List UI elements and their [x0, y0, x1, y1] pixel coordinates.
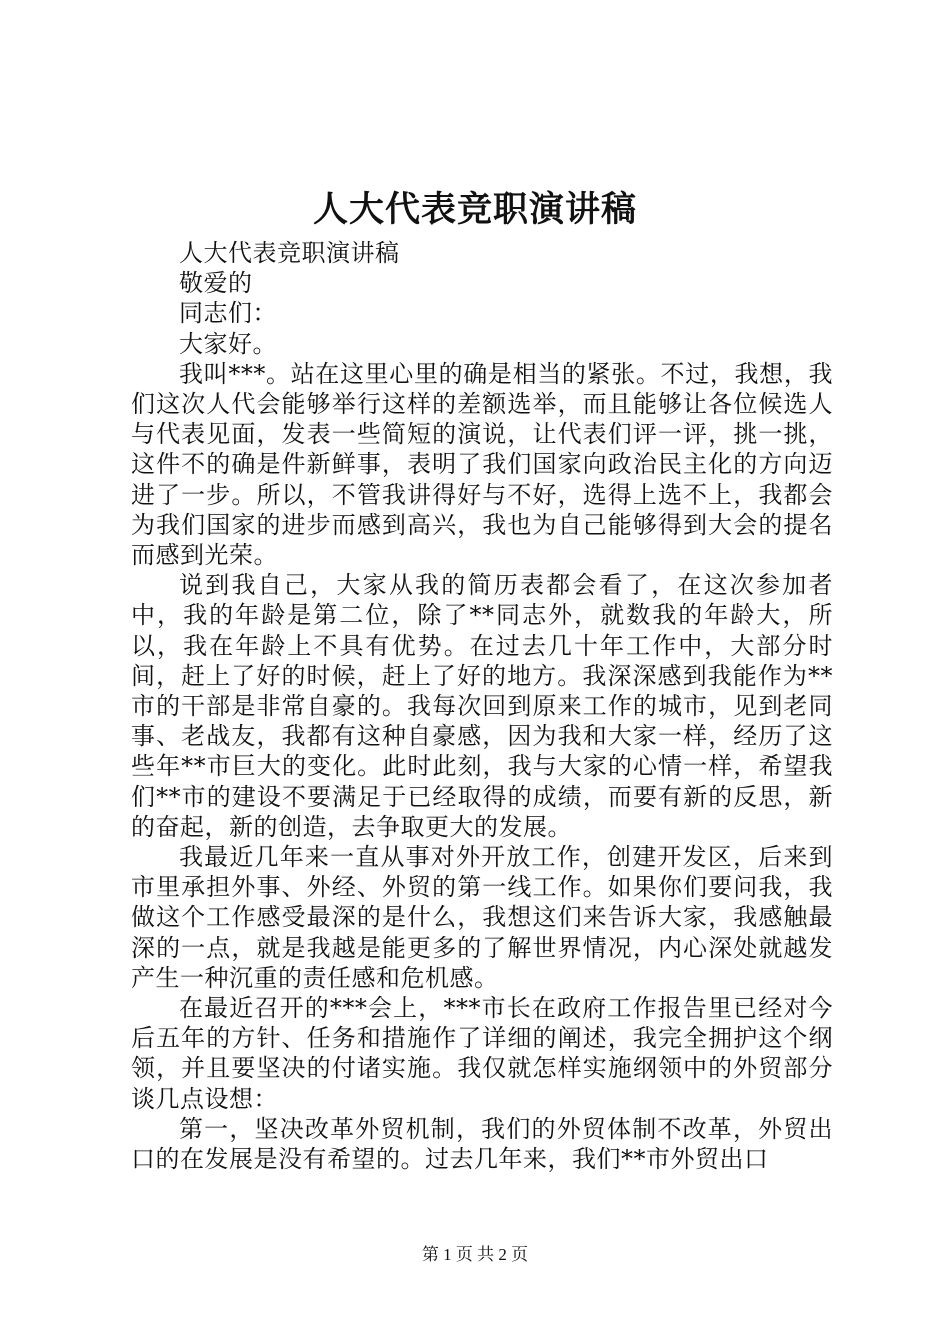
- paragraph-salutation-2: 同志们：: [179, 299, 277, 328]
- page-number-footer: 第 1 页 共 2 页: [421, 1245, 529, 1264]
- paragraph-greeting: 大家好。: [179, 329, 277, 358]
- paragraph-heading-repeat: 人大代表竞职演讲稿: [179, 239, 400, 267]
- paragraph-salutation-1: 敬爱的: [179, 269, 253, 298]
- document-title: 人大代表竞职演讲稿: [312, 189, 637, 230]
- paragraph-point-one: 第一，坚决改革外贸机制，我们的外贸体制不改革，外贸出口的在发展是没有希望的。过去几年来，我们**市外贸出口: [131, 1114, 833, 1174]
- paragraph-about-self: 说到我自己，大家从我的简历表都会看了，在这次参加者中，我的年龄是第二位，除了**同志外，就数我的年龄大，所以，我在年龄上不具有优势。在过去几十年工作中，大部分时间，赶上了好的时候，赶上了好的地方。我深深感到我能作为**市的干部是非常自豪的。我每次回到原来工作的城市，见到老同事、老战友，我都有这种自豪感，因为我和大家一样，经历了这些年**市巨大的变化。此时此刻，我与大家的心情一样，希望我们**市的建设不要满足于已经取得的成绩，而要有新的反思，新的奋起，新的创造，去争取更大的发展。: [131, 571, 833, 841]
- document-body: [131, 238, 833, 1174]
- paragraph-work-experience: 我最近几年来一直从事对外开放工作，创建开发区，后来到市里承担外事、外经、外贸的第一线工作。如果你们要问我，我做这个工作感受最深的是什么，我想这们来告诉大家，我感触最深的一点，就是我越是能更多的了解世界情况，内心深处就越发产生一种沉重的责任感和危机感。: [131, 843, 833, 992]
- paragraph-introduction: 我叫***。站在这里心里的确是相当的紧张。不过，我想，我们这次人代会能够举行这样的差额选举，而且能够让各位候选人与代表见面，发表一些简短的演说，让代表们评一评，挑一挑，这件不的确是件新鲜事，表明了我们国家向政治民主化的方向迈进了一步。所以，不管我讲得好与不好，选得上选不上，我都会为我们国家的进步而感到高兴，我也为自己能够得到大会的提名而感到光荣。: [131, 359, 833, 570]
- paragraph-government-report: 在最近召开的***会上，***市长在政府工作报告里已经对今后五年的方针、任务和措施作了详细的阐述，我完全拥护这个纲领，并且要坚决的付诸实施。我仅就怎样实施纲领中的外贸部分谈几点设想：: [131, 994, 833, 1113]
